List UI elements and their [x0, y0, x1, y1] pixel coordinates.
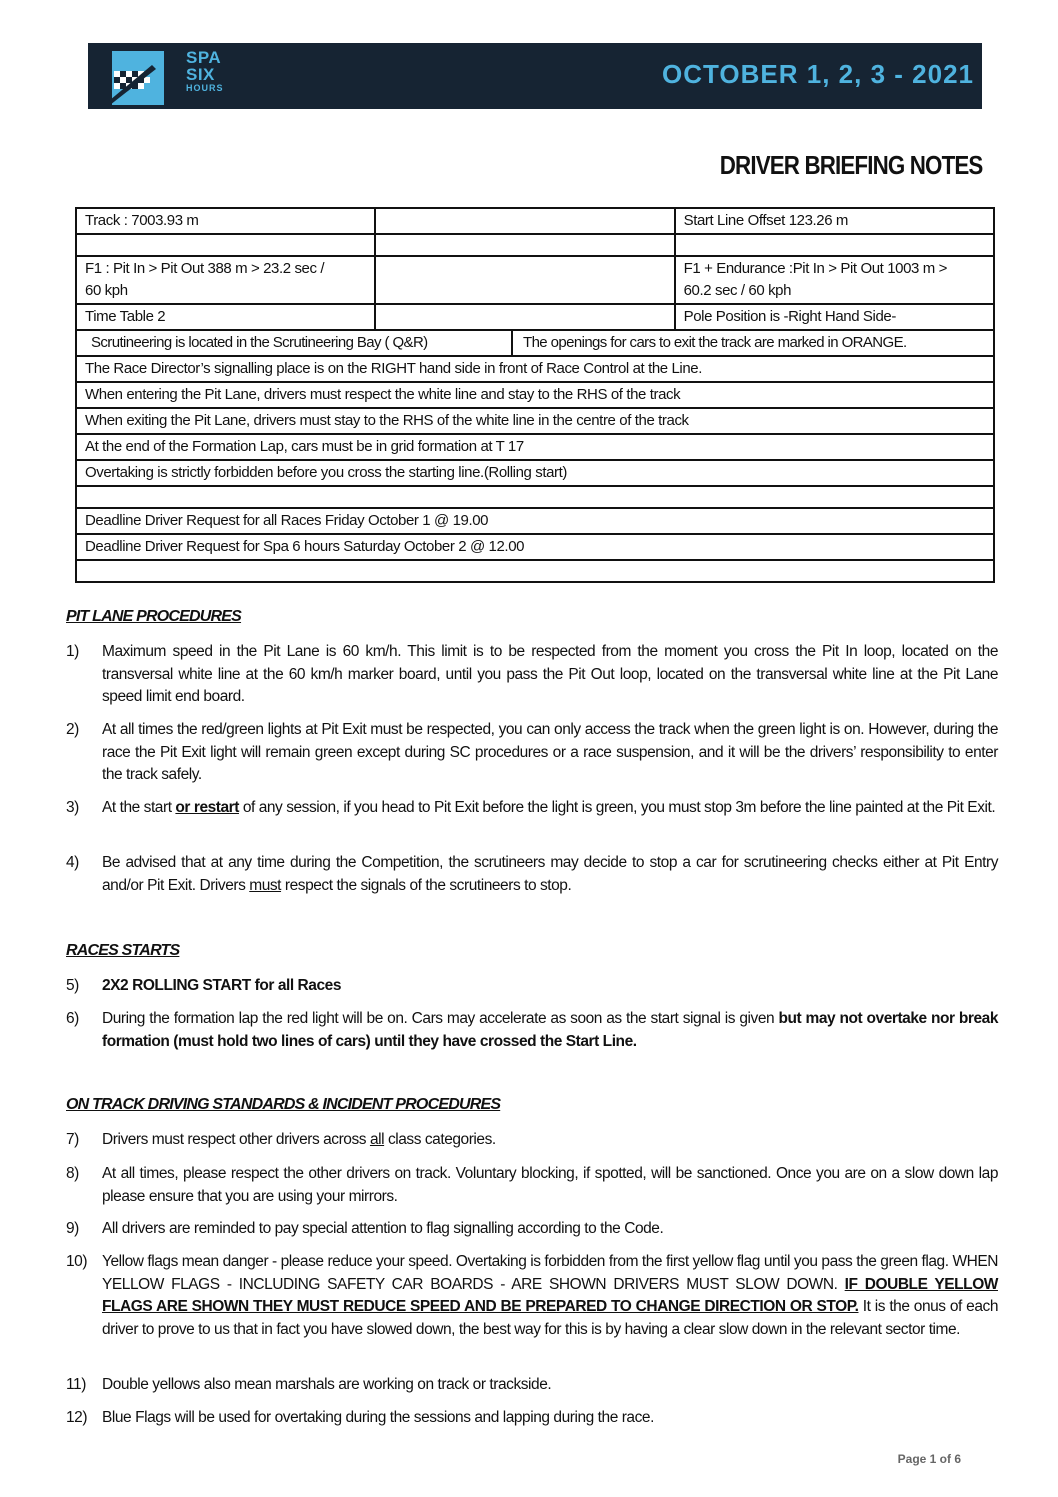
item-text: Double yellows also mean marshals are working on track or trackside.: [102, 1376, 552, 1393]
table-row: [76, 356, 994, 382]
item-number: 8): [66, 1165, 79, 1182]
pole-position-cell: Pole Position is -Right Hand Side-: [675, 304, 994, 330]
logo-line1: SPA: [186, 48, 222, 67]
track-info-table: [75, 207, 995, 583]
list-item: [66, 975, 998, 998]
timetable-cell: Time Table 2: [76, 304, 375, 330]
table-row: [76, 534, 994, 560]
deadline-all-races-cell: Deadline Driver Request for all Races Friday October 1 @ 19.00: [76, 508, 994, 534]
empty-cell: [375, 208, 674, 234]
item-text-part: Be advised that at any time during the Competition, the scrutineers may decide to stop a car for scrutineering checks either at Pit Entry and/or Pit Exit. Drivers: [102, 854, 998, 894]
item-text: [102, 1008, 998, 1053]
item-number: 4): [66, 854, 79, 871]
table-row: [76, 460, 994, 486]
item-emphasis: but may not overtake nor break formation (must hold two lines of cars) until they have crossed the Start Line.: [102, 1010, 998, 1050]
table-row: [76, 234, 994, 256]
formation-lap-cell: At the end of the Formation Lap, cars must be in grid formation at T 17: [76, 434, 994, 460]
item-text-part: class categories.: [384, 1131, 496, 1148]
item-number: 2): [66, 721, 79, 738]
item-text: [102, 1129, 998, 1152]
item-emphasis: all: [369, 1131, 385, 1148]
item-text: Blue Flags will be used for overtaking during the sessions and lapping during the race.: [102, 1409, 654, 1426]
deadline-spa-cell: Deadline Driver Request for Spa 6 hours Saturday October 2 @ 12.00: [76, 534, 994, 560]
item-text: [102, 852, 998, 897]
list-item: [66, 1407, 998, 1430]
table-row: [76, 560, 994, 582]
table-row: [76, 330, 994, 356]
empty-cell: [76, 234, 375, 256]
item-number: 11): [66, 1376, 86, 1393]
race-director-cell: The Race Director’s signalling place is on the RIGHT hand side in front of Race Control at the Line.: [76, 356, 994, 382]
endurance-pit-line1: F1 + Endurance :Pit In > Pit Out 1003 m >: [683, 260, 947, 277]
table-row: [76, 208, 994, 234]
item-text: [102, 797, 998, 820]
empty-cell: [375, 304, 674, 330]
empty-cell: [375, 234, 674, 256]
pit-lane-procedures-heading: PIT LANE PROCEDURES: [66, 608, 242, 625]
pit-entry-rule-cell: When entering the Pit Lane, drivers must respect the white line and stay to the RHS of the track: [76, 382, 994, 408]
list-item: [66, 641, 998, 709]
list-item: [66, 797, 998, 820]
item-text: 2X2 ROLLING START for all Races: [102, 977, 341, 994]
page-title: DRIVER BRIEFING NOTES: [719, 150, 982, 180]
item-emphasis: must: [249, 876, 282, 894]
item-number: 12): [66, 1409, 88, 1426]
item-number: 3): [66, 799, 79, 816]
item-text-part: Yellow flags mean danger - please reduce your speed. Overtaking is forbidden from the first yellow flag until you pass the green flag. WHEN YELLOW FLAGS - INCLUDING SAFETY CAR BOARDS - ARE SHOWN DRIVERS MUST SLOW DOWN.: [102, 1253, 998, 1293]
table-row: [76, 382, 994, 408]
list-item: [66, 1374, 998, 1397]
item-text-part: Drivers must respect other drivers across: [102, 1131, 370, 1148]
scrutineering-cell: Scrutineering is located in the Scrutineering Bay ( Q&R): [77, 331, 513, 355]
item-number: 6): [66, 1010, 79, 1027]
item-number: 10): [66, 1253, 88, 1270]
empty-cell: [76, 560, 994, 582]
list-item: [66, 1008, 998, 1053]
item-text: Maximum speed in the Pit Lane is 60 km/h. This limit is to be respected from the moment you cross the Pit In loop, located on the transversal white line at the 60 km/h marker board, until you pass the Pit Out loop, located on the transversal white line at the Pit Lane speed limit end board.: [102, 643, 998, 705]
event-dates: OCTOBER 1, 2, 3 - 2021: [662, 59, 974, 89]
item-text: [102, 1251, 998, 1341]
event-banner: [88, 43, 982, 109]
track-exit-openings-cell: The openings for cars to exit the track are marked in ORANGE.: [523, 334, 907, 351]
logo-line3: HOURS: [186, 83, 224, 93]
list-item: [66, 1251, 998, 1341]
item-text-part: During the formation lap the red light will be on. Cars may accelerate as soon as the start signal is given: [102, 1010, 779, 1027]
empty-cell: [375, 256, 674, 304]
list-item: [66, 1129, 998, 1152]
logo-line2: SIX: [186, 65, 215, 84]
empty-cell: [76, 486, 994, 508]
start-offset-cell: Start Line Offset 123.26 m: [675, 208, 994, 234]
item-emphasis: IF DOUBLE YELLOW FLAGS ARE SHOWN THEY MUST REDUCE SPEED AND BE PREPARED TO CHANGE DIRECTION OR STOP.: [102, 1275, 998, 1315]
item-text: At all times the red/green lights at Pit Exit must be respected, you can only access the track when the green light is on. However, during the race the Pit Exit light will remain green except during SC procedures or a race suspension, and it will be the drivers’ responsibility to enter the track safely.: [102, 721, 998, 783]
races-starts-heading: RACES STARTS: [66, 942, 180, 959]
table-row: [76, 304, 994, 330]
table-row: [76, 408, 994, 434]
on-track-standards-heading: ON TRACK DRIVING STANDARDS & INCIDENT PROCEDURES: [66, 1096, 501, 1113]
track-length-cell: Track : 7003.93 m: [76, 208, 375, 234]
list-item: [66, 719, 998, 787]
list-item: [66, 1218, 998, 1241]
f1-pit-cell: [76, 256, 375, 304]
endurance-pit-line2: 60.2 sec / 60 kph: [683, 282, 792, 299]
item-number: 7): [66, 1131, 79, 1148]
f1-pit-line1: F1 : Pit In > Pit Out 388 m > 23.2 sec /: [85, 260, 325, 277]
item-text: At all times, please respect the other drivers on track. Voluntary blocking, if spotted, will be sanctioned. Once you are on a slow down lap please ensure that you are using your mirrors.: [102, 1165, 998, 1205]
list-item: [66, 1163, 998, 1208]
overtaking-rule-cell: Overtaking is strictly forbidden before you cross the starting line.(Rolling start): [76, 460, 994, 486]
page-number: Page 1 of 6: [897, 1452, 961, 1466]
empty-cell: [675, 234, 994, 256]
table-row: [76, 508, 994, 534]
pit-exit-rule-cell: When exiting the Pit Lane, drivers must stay to the RHS of the white line in the centre of the track: [76, 408, 994, 434]
item-number: 5): [66, 977, 79, 994]
item-text-part: respect the signals of the scrutineers to stop.: [281, 876, 572, 894]
table-row: [76, 256, 994, 304]
item-text-part: At the start: [102, 799, 176, 816]
table-row: [76, 434, 994, 460]
item-text-part: of any session, if you head to Pit Exit before the light is green, you must stop 3m before the line painted at the Pit Exit.: [238, 799, 996, 816]
checkered-flag-icon: [104, 47, 164, 105]
item-number: 1): [66, 643, 79, 660]
scrutineering-row-cell: [76, 330, 994, 356]
item-text-part: It is the onus of each driver to prove to us that in fact you have slowed down, the best way for this is by having a clear slow down in the relevant sector time.: [102, 1298, 998, 1338]
item-emphasis: or restart: [175, 799, 239, 816]
spa-six-hours-logo: [104, 47, 234, 105]
item-text: All drivers are reminded to pay special attention to flag signalling according to the Code.: [102, 1220, 664, 1237]
f1-pit-line2: 60 kph: [85, 282, 128, 299]
endurance-pit-cell: [675, 256, 994, 304]
logo-wordmark: [186, 49, 224, 93]
list-item: [66, 852, 998, 897]
item-number: 9): [66, 1220, 79, 1237]
table-row: [76, 486, 994, 508]
